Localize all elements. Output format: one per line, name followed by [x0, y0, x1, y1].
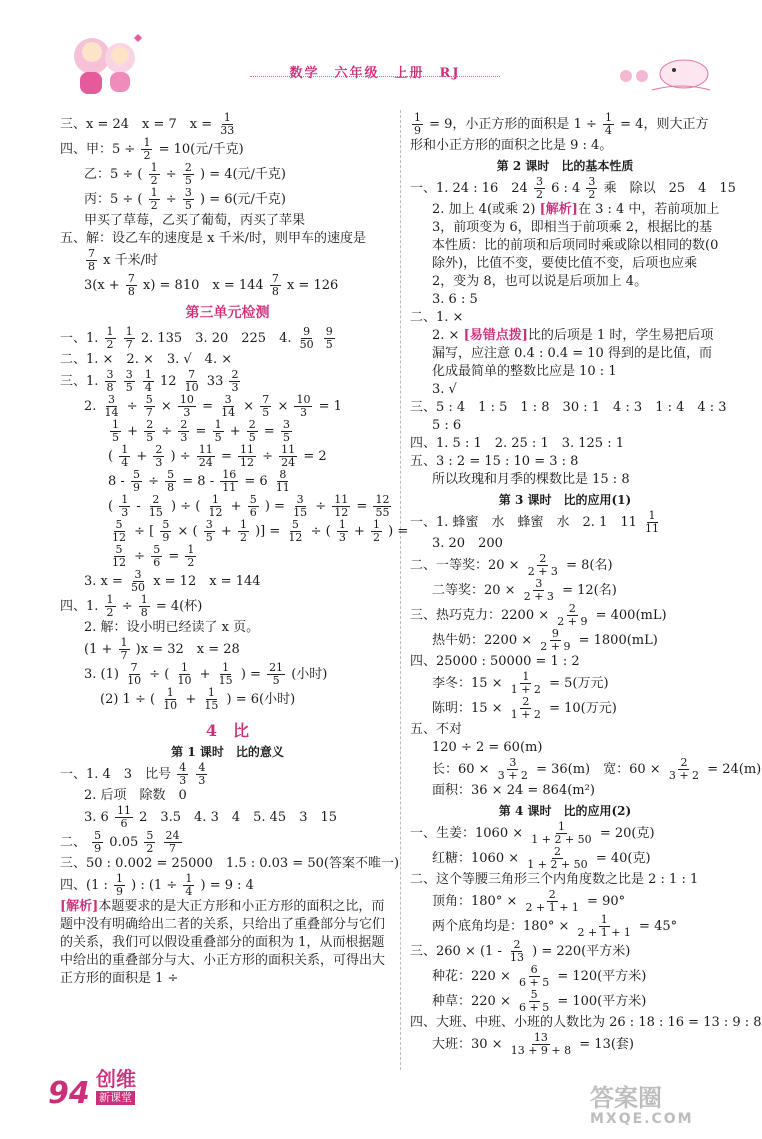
fraction: $\frac{2}{1 + 2 + 50}$	[527, 845, 588, 871]
fraction: $\frac{5}{12}$	[288, 518, 303, 544]
chapter-heading: 4 比	[205, 721, 250, 740]
fraction: $\frac{1}{11}$	[645, 509, 660, 535]
answer-line: 四、甲：5 ÷ $\frac{1}{2}$ = 10(元/千克)	[60, 136, 244, 162]
page-number: 94	[48, 1076, 90, 1111]
fraction: $\frac{5}{6 + 5}$	[518, 988, 550, 1014]
fraction: $\frac{13}{13 + 9 + 8}$	[510, 1031, 572, 1057]
answer-line: $\frac{1}{9}$ = 9，小正方形的面积是 1 ÷ $\frac{1}{4}$ = 4，则大正方	[414, 111, 709, 137]
answer-line: 三、5 : 4 1 : 5 1 : 8 30 : 1 4 : 3 1 : 4 4 : 3	[410, 400, 727, 415]
analysis-tag: [解析]	[60, 899, 99, 914]
fraction: $\frac{1}{4}$	[605, 111, 613, 137]
fraction: $\frac{5}{6}$	[249, 493, 257, 519]
answer-line: 五、不对	[410, 722, 463, 737]
answer-line: 5 : 6	[432, 418, 462, 433]
fraction: $\frac{3}{15}$	[293, 493, 308, 519]
brand-logo: 创维 新课堂	[96, 1067, 136, 1104]
fraction: $\frac{3}{5}$	[184, 186, 192, 212]
fraction: $\frac{1}{9}$	[414, 111, 421, 137]
fraction: $\frac{1}{5}$	[214, 418, 222, 444]
fraction: $\frac{1}{3}$	[121, 493, 129, 519]
answer-line: 一、1. 蜂蜜 水 蜂蜜 水 2. 1 11 $\frac{1}{11}$	[410, 509, 660, 535]
answer-line: 3. 6 : 5	[432, 292, 478, 307]
answer-line: 五、解：设乙车的速度是 x 千米/时，则甲车的速度是	[60, 231, 366, 246]
fraction: $\frac{1}{8}$	[140, 593, 148, 619]
fraction: $\frac{1}{2}$	[150, 186, 158, 212]
answer-line: 120 ÷ 2 = 60(m)	[432, 740, 543, 755]
fraction: $\frac{1}{2}$	[106, 325, 114, 351]
right-column	[410, 111, 762, 1057]
fraction: $\frac{2}{15}$	[148, 493, 163, 519]
fraction: $\frac{5}{2}$	[146, 829, 154, 855]
answer-line: 四、1. $\frac{1}{2}$ ÷ $\frac{1}{8}$ = 4(杯)	[60, 593, 203, 619]
answer-line: 二、1. × 2. × 3. √ 4. ×	[60, 352, 233, 367]
answer-line: 李冬：15 × $\frac{1}{1 + 2}$ = 5(万元)	[432, 670, 609, 696]
fraction: $\frac{16}{11}$	[222, 468, 237, 494]
fraction: $\frac{7}{10}$	[184, 368, 199, 394]
answer-line: 二、一等奖：20 × $\frac{2}{2 + 3}$ = 8(名)	[410, 552, 613, 578]
answer-line: 二、 $\frac{5}{9}$ 0.05 $\frac{5}{2}$ $\frac{24}{7}$	[60, 829, 180, 855]
fraction: $\frac{3}{50}$	[131, 568, 146, 594]
answer-line: $\frac{5}{12}$ ÷ [ $\frac{5}{9}$ × ( $\frac{3}{5}$ + $\frac{1}{2}$ )] = $\frac{5}{12}$ ÷ ( $\frac{1}{3}$ + $\frac{1}{2}$ ) =	[112, 518, 409, 544]
answer-line: ( $\frac{1}{4}$ + $\frac{2}{3}$ ) ÷ $\frac{11}{24}$ = $\frac{11}{12}$ ÷ $\frac{11}{24}$ = 2	[108, 443, 327, 469]
fraction: $\frac{2}{5}$	[146, 418, 154, 444]
fraction: $\frac{2}{5}$	[248, 418, 256, 444]
answer-line: 3. √	[432, 382, 457, 397]
fraction: $\frac{1}{1 + 2}$	[510, 670, 541, 696]
fraction: $\frac{1}{2}$	[239, 518, 247, 544]
fraction: $\frac{5}{12}$	[112, 518, 126, 544]
fraction: $\frac{3}{3 + 2}$	[497, 756, 528, 782]
fraction: $\frac{2}{13}$	[509, 938, 524, 964]
fraction: $\frac{11}{24}$	[198, 443, 213, 469]
tip-paragraph: 2. × [易错点拨]比的后项是 1 时，学生易把后项漏写，应注意 0.4 : 0.4 = 10 得到的是比值，而化成最简单的整数比应是 10 : 1	[432, 328, 714, 379]
fraction: $\frac{5}{9}$	[94, 829, 102, 855]
fraction: $\frac{2}{1 + 2}$	[510, 695, 541, 721]
fraction: $\frac{1}{2}$	[106, 593, 114, 619]
page-header-title: 数学 六年级 上册 RJ	[289, 66, 461, 81]
fraction: $\frac{5}{6}$	[153, 543, 161, 569]
answer-line: 四、大班、中班、小班的人数比为 26 : 18 : 16 = 13 : 9 : 8	[410, 1015, 762, 1030]
fraction: $\frac{1}{3}$	[338, 518, 346, 544]
lesson-heading: 第 4 课时 比的应用(2)	[498, 804, 632, 818]
answer-line: 三、1. $\frac{3}{8}$ $\frac{3}{5}$ $\frac{1}{4}$ 12 $\frac{7}{10}$ 33 $\frac{2}{3}$	[60, 368, 239, 394]
fraction: $\frac{1}{2}$	[373, 518, 380, 544]
fraction: $\frac{1}{7}$	[120, 636, 128, 662]
fraction: $\frac{3}{2 + 3}$	[523, 577, 554, 603]
lesson-heading: 第 2 课时 比的基本性质	[496, 159, 634, 173]
answer-line: 形和小正方形的面积之比是 9 : 4。	[410, 138, 613, 153]
answer-line: $\frac{1}{5}$ + $\frac{2}{5}$ ÷ $\frac{2}{3}$ = $\frac{1}{5}$ + $\frac{2}{5}$ = $\frac{3}{5}$	[112, 418, 290, 444]
answer-line: 一、1. 4 3 比号 $\frac{4}{3}$ $\frac{4}{3}$	[60, 761, 206, 787]
answer-line: 3. x = $\frac{3}{50}$ x = 12 x = 144	[84, 568, 261, 594]
answer-line: 3(x + $\frac{7}{8}$ x) = 810 x = 144 $\frac{7}{8}$ x = 126	[84, 272, 339, 298]
fraction: $\frac{6}{6 + 5}$	[518, 963, 550, 989]
fraction: $\frac{7}{8}$	[127, 272, 135, 298]
answer-line: 红糖：1060 × $\frac{2}{1 + 2 + 50}$ = 40(克)	[432, 845, 651, 871]
answer-line: 种草：220 × $\frac{5}{6 + 5}$ = 100(平方米)	[432, 988, 647, 1014]
unit-test-heading: 第三单元检测	[185, 305, 270, 321]
answer-line: 一、1. 24 : 16 24 $\frac{3}{2}$ 6 : 4 $\frac{3}{2}$ 乘 除以 25 4 15	[410, 175, 736, 201]
fraction: $\frac{2}{3}$	[231, 368, 239, 394]
answer-line: $\frac{7}{8}$ x 千米/时	[88, 247, 158, 273]
answer-line: 热牛奶：2200 × $\frac{9}{2 + 9}$ = 1800(mL)	[432, 627, 658, 653]
fraction: $\frac{3}{5}$	[282, 418, 290, 444]
answer-line: 3. 6 $\frac{11}{6}$ 2 3.5 4. 3 4 5. 45 3 15	[84, 804, 338, 830]
answer-line: 3. 20 200	[432, 536, 503, 551]
fraction: $\frac{7}{5}$	[262, 393, 270, 419]
answer-line: 陈明：15 × $\frac{2}{1 + 2}$ = 10(万元)	[432, 695, 617, 721]
fraction: $\frac{1}{9}$	[116, 872, 123, 898]
answer-line: 二、1. ×	[410, 310, 464, 325]
answer-line: 五、3 : 2 = 15 : 10 = 3 : 8	[410, 454, 579, 469]
analysis-paragraph: [解析]本题要求的是大正方形和小正方形的面积之比，而题中没有明确给出二者的关系，只给出了重叠部分与它们的关系，我们可以假设重叠部分的面积为 1，从而根据题中给出的重叠部分与大、小正方形的面积关系，可得出大正方形的面积是 1 ÷	[60, 899, 386, 986]
fraction: $\frac{3}{8}$	[106, 368, 114, 394]
fraction: $\frac{3}{5}$	[125, 368, 133, 394]
fraction: $\frac{2}{3 + 2}$	[668, 756, 700, 782]
answer-line: 二、这个等腰三角形三个内角度数之比是 2 : 1 : 1	[410, 872, 699, 887]
fraction: $\frac{1}{15}$	[204, 686, 219, 712]
fraction: $\frac{9}{50}$	[299, 325, 314, 351]
fraction: $\frac{2}{3}$	[155, 443, 163, 469]
answer-line: 四、25000 : 50000 = 1 : 2	[410, 654, 580, 669]
fraction: $\frac{4}{3}$	[198, 761, 206, 787]
fraction: $\frac{11}{12}$	[239, 443, 254, 469]
fraction: $\frac{2}{5}$	[184, 161, 192, 187]
fraction: $\frac{12}{55}$	[375, 493, 390, 519]
fraction: $\frac{1}{15}$	[218, 661, 233, 687]
fraction: $\frac{4}{3}$	[179, 761, 187, 787]
fraction: $\frac{7}{8}$	[271, 272, 279, 298]
fraction: $\frac{1}{7}$	[125, 325, 133, 351]
answer-line: 三、x = 24 x = 7 x = $\frac{1}{33}$	[60, 111, 235, 137]
fraction: $\frac{1}{4}$	[121, 443, 129, 469]
cartoon-animal-illustration	[612, 46, 712, 94]
fraction: $\frac{2}{2 + 9}$	[557, 602, 588, 628]
fraction: $\frac{2}{3}$	[180, 418, 188, 444]
answer-line: 四、1. 5 : 1 2. 25 : 1 3. 125 : 1	[410, 436, 624, 451]
answer-line: 3. (1) $\frac{7}{10}$ ÷ ( $\frac{1}{10}$ + $\frac{1}{15}$ ) = $\frac{21}{5}$ (小时)	[84, 661, 328, 687]
answer-line: 顶角：180° × $\frac{2}{2 + 1 + 1}$ = 90°	[432, 888, 626, 914]
fraction: $\frac{7}{10}$	[127, 661, 142, 687]
fraction: $\frac{1}{10}$	[177, 661, 192, 687]
answer-line: 一、1. $\frac{1}{2}$ $\frac{1}{7}$ 2. 135 3. 20 225 4. $\frac{9}{50}$ $\frac{9}{5}$	[60, 325, 333, 351]
fraction: $\frac{3}{2}$	[535, 175, 543, 201]
fraction: $\frac{11}{12}$	[334, 493, 349, 519]
fraction: $\frac{2}{2 + 1 + 1}$	[525, 888, 579, 914]
fraction: $\frac{1}{1 + 2 + 50}$	[531, 820, 592, 846]
answer-line: 丙：5 ÷ ( $\frac{1}{2}$ ÷ $\frac{3}{5}$ ) = 6(元/千克)	[84, 186, 287, 212]
fraction: $\frac{21}{5}$	[269, 661, 284, 687]
answer-line: 三、50 : 0.002 = 25000 1.5 : 0.03 = 50(答案不唯一)	[60, 856, 400, 871]
fraction: $\frac{1}{4}$	[144, 368, 152, 394]
fraction: $\frac{1}{2}$	[143, 136, 151, 162]
answer-line: 三、260 × (1 - $\frac{2}{13}$ ) = 220(平方米)	[410, 938, 631, 964]
answer-line: 2. 解：设小明已经读了 x 页。	[84, 620, 260, 635]
fraction: $\frac{1}{2 + 1 + 1}$	[577, 913, 631, 939]
header-divider	[250, 76, 500, 77]
fraction: $\frac{7}{8}$	[88, 247, 95, 273]
fraction: $\frac{9}{2 + 9}$	[540, 627, 571, 653]
answer-line: (1 + $\frac{1}{7}$ )x = 32 x = 28	[84, 636, 240, 662]
answer-line: 种花：220 × $\frac{6}{6 + 5}$ = 120(平方米)	[432, 963, 647, 989]
fraction: $\frac{2}{2 + 3}$	[527, 552, 558, 578]
fraction: $\frac{5}{9}$	[132, 468, 140, 494]
answer-line: 二等奖：20 × $\frac{3}{2 + 3}$ = 12(名)	[432, 577, 617, 603]
answer-line: 一、生姜：1060 × $\frac{1}{1 + 2 + 50}$ = 20(克)	[410, 820, 655, 846]
watermark-logo: 答案圈 MXQE.COM	[590, 1084, 694, 1127]
analysis-tag: [解析]	[539, 202, 578, 217]
fraction: $\frac{1}{2}$	[187, 543, 195, 569]
fraction: $\frac{5}{12}$	[112, 543, 126, 569]
fraction: $\frac{3}{14}$	[104, 393, 119, 419]
fraction: $\frac{1}{12}$	[208, 493, 223, 519]
answer-line: ( $\frac{1}{3}$ - $\frac{2}{15}$ ) ÷ ( $\frac{1}{12}$ + $\frac{5}{6}$ ) = $\frac{3}{15}$ ÷ $\frac{11}{12}$ = $\frac{12}{55}$	[108, 493, 390, 519]
answer-line: 8 - $\frac{5}{9}$ ÷ $\frac{5}{8}$ = 8 - $\frac{16}{11}$ = 6 $\frac{8}{11}$	[108, 468, 290, 494]
fraction: $\frac{8}{11}$	[275, 468, 290, 494]
fraction: $\frac{10}{3}$	[179, 393, 194, 419]
fraction: $\frac{10}{3}$	[296, 393, 311, 419]
fraction: $\frac{11}{24}$	[281, 443, 296, 469]
answer-line: 2. $\frac{3}{14}$ ÷ $\frac{5}{7}$ × $\frac{10}{3}$ = $\frac{3}{14}$ × $\frac{7}{5}$ × $\frac{10}{3}$ = 1	[84, 393, 342, 419]
answer-line: 乙：5 ÷ ( $\frac{1}{2}$ ÷ $\frac{2}{5}$ ) = 4(元/千克)	[84, 161, 287, 187]
fraction: $\frac{1}{4}$	[185, 872, 193, 898]
answer-line: 三、热巧克力：2200 × $\frac{2}{2 + 9}$ = 400(mL)	[410, 602, 667, 628]
fraction: $\frac{3}{2}$	[588, 175, 596, 201]
fraction: $\frac{3}{5}$	[205, 518, 213, 544]
lesson-heading: 第 3 课时 比的应用(1)	[498, 493, 632, 507]
fraction: $\frac{5}{9}$	[162, 518, 170, 544]
answer-line: 两个底角均是：180° × $\frac{1}{2 + 1 + 1}$ = 45°	[432, 913, 678, 939]
fraction: $\frac{11}{6}$	[116, 804, 131, 830]
fraction: $\frac{3}{14}$	[221, 393, 236, 419]
answer-line: (2) 1 ÷ ( $\frac{1}{10}$ + $\frac{1}{15}$ ) = 6(小时)	[100, 686, 296, 712]
analysis-paragraph: 2. 加上 4(或乘 2) [解析]在 3 : 4 中，若前项加上 3，前项变为 6，即相当于前项乘 2，根据比的基本性质：比的前项和后项同时乘或除以相同的数(0 除外)，比值不变，要使比值不变，后项也应乘 2，变为 8，也可以说是后项加上 4。	[432, 202, 720, 289]
fraction: $\frac{1}{2}$	[150, 161, 158, 187]
fraction: $\frac{5}{8}$	[167, 468, 175, 494]
fraction: $\frac{1}{5}$	[112, 418, 119, 444]
fraction: $\frac{24}{7}$	[165, 829, 180, 855]
answer-line: 甲买了草莓，乙买了葡萄，丙买了苹果	[84, 213, 306, 228]
answer-line: 2. 后项 除数 0	[84, 788, 187, 803]
answer-line: 所以玫瑰和月季的棵数比是 15 : 8	[432, 472, 630, 487]
fraction: $\frac{1}{33}$	[220, 111, 235, 137]
answer-line: 四、(1 : $\frac{1}{9}$ ) : (1 ÷ $\frac{1}{4}$ ) = 9 : 4	[60, 872, 254, 898]
tip-tag: [易错点拨]	[463, 328, 528, 343]
fraction: $\frac{1}{10}$	[163, 686, 178, 712]
left-column	[60, 111, 409, 988]
fraction: $\frac{9}{5}$	[325, 325, 333, 351]
answer-line: 面积：36 × 24 = 864(m²)	[432, 783, 595, 798]
lesson-heading: 第 1 课时 比的意义	[171, 745, 284, 759]
answer-line: 大班：30 × $\frac{13}{13 + 9 + 8}$ = 13(套)	[432, 1031, 634, 1057]
column-divider	[400, 110, 401, 1070]
fraction: $\frac{5}{7}$	[145, 393, 153, 419]
answer-line: $\frac{5}{12}$ ÷ $\frac{5}{6}$ = $\frac{1}{2}$	[112, 543, 195, 569]
answer-line: 长：60 × $\frac{3}{3 + 2}$ = 36(m) 宽：60 × $\frac{2}{3 + 2}$ = 24(m)	[432, 756, 762, 782]
